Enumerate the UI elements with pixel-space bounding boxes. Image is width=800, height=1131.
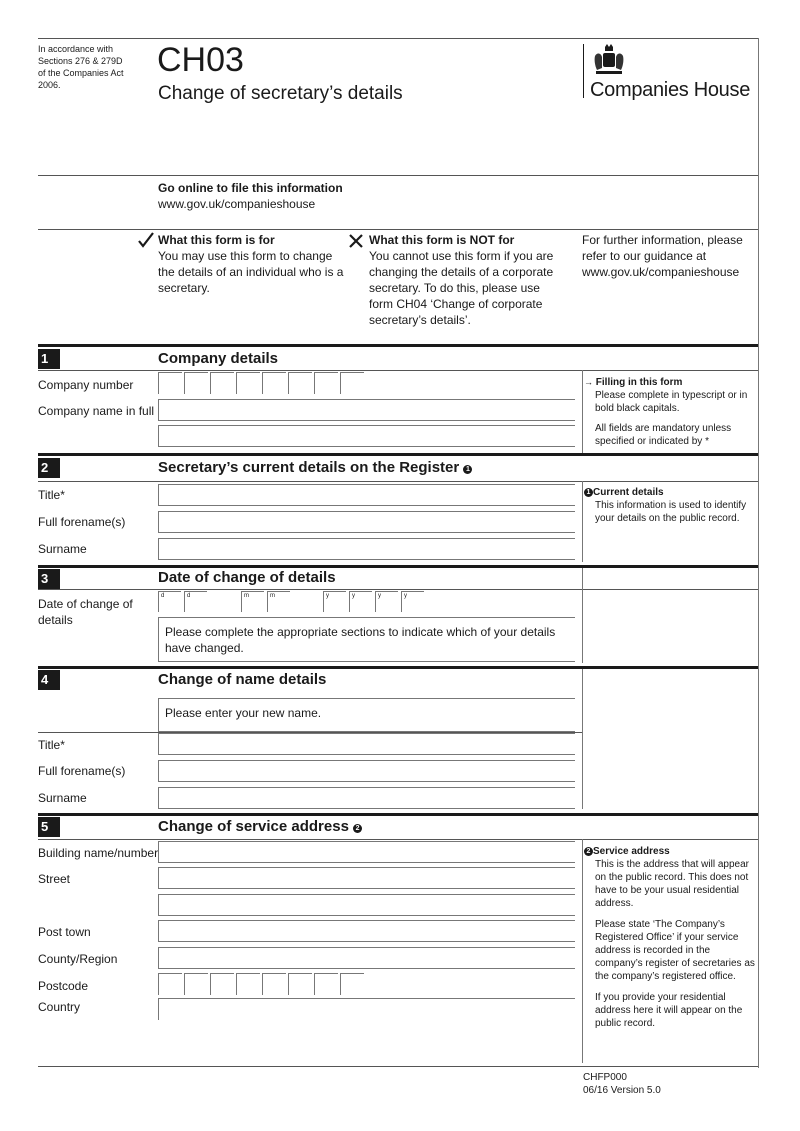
section-4-title: Change of name details — [158, 671, 327, 688]
new-forenames-field[interactable] — [158, 760, 575, 782]
company-name-field-1[interactable] — [158, 399, 575, 421]
street-field-1[interactable] — [158, 867, 575, 889]
section-5-number: 5 — [38, 817, 60, 837]
day-digit-2[interactable]: d — [184, 591, 207, 612]
year-digit-2[interactable]: y — [349, 591, 372, 612]
current-surname-field[interactable] — [158, 538, 575, 560]
service-address-guide-text-2: Please state ‘The Company’s Registered Office’ if your service address is recorded in the company’s register of secretaries as the company’s registered office. — [595, 919, 755, 982]
current-surname-label: Surname — [38, 542, 87, 556]
postcode-label: Postcode — [38, 979, 89, 993]
cross-icon — [349, 234, 363, 248]
street-label: Street — [38, 872, 71, 886]
current-forenames-label: Full forename(s) — [38, 515, 126, 529]
company-number-label: Company number — [38, 378, 134, 392]
current-forenames-field[interactable] — [158, 511, 575, 533]
form-for-text: You may use this form to change the details of an individual who is a secretary. — [158, 249, 344, 295]
tick-icon — [138, 232, 154, 248]
form-not-for-title: What this form is NOT for — [369, 233, 515, 247]
year-digit-1[interactable]: y — [323, 591, 346, 612]
form-code: CH03 — [157, 41, 244, 79]
new-surname-label: Surname — [38, 791, 87, 805]
year-digit-3[interactable]: y — [375, 591, 398, 612]
arrow-icon: → — [584, 377, 593, 387]
country-field[interactable] — [158, 998, 575, 1020]
filling-guide-title: → Filling in this form — [584, 377, 683, 388]
post-town-field[interactable] — [158, 920, 575, 942]
month-digit-2[interactable]: m — [267, 591, 290, 612]
section-1-title: Company details — [158, 350, 279, 367]
county-label: County/Region — [38, 952, 118, 966]
new-title-field[interactable] — [158, 733, 575, 755]
year-digit-4[interactable]: y — [401, 591, 424, 612]
building-field[interactable] — [158, 841, 575, 863]
current-title-field[interactable] — [158, 484, 575, 506]
note-2-icon: 2 — [584, 847, 593, 856]
county-field[interactable] — [158, 947, 575, 969]
footer-code: CHFP000 — [583, 1072, 627, 1083]
service-address-guide-text-3: If you provide your residential address here it will appear on the public record. — [595, 992, 743, 1029]
date-of-change-label: Date of change of details — [38, 597, 133, 627]
note-2-marker: 2 — [353, 824, 362, 833]
form-not-for-text: You cannot use this form if you are changing the details of a corporate secretary. To do this, please use form CH04 ‘Change of corporate secretary’s details’. — [369, 249, 554, 327]
filling-guide-text-2: All fields are mandatory unless specified or indicated by * — [595, 423, 732, 447]
form-title: Change of secretary’s details — [158, 83, 403, 104]
legal-reference: In accordance with Sections 276 & 279D of the Companies Act 2006. — [38, 44, 124, 90]
current-title-label: Title* — [38, 488, 65, 502]
company-name-label: Company name in full — [38, 404, 155, 418]
section-5-title: Change of service address 2 — [158, 818, 362, 836]
section-3-instruction: Please complete the appropriate sections to indicate which of your details have changed. — [158, 617, 575, 662]
section-4-instruction: Please enter your new name. — [158, 698, 575, 732]
day-digit-1[interactable]: d — [158, 591, 181, 612]
service-address-guide-title: 2 Service address — [584, 845, 759, 858]
royal-crest-logo — [592, 44, 626, 76]
section-4-number: 4 — [38, 670, 60, 690]
current-details-guide-text: This information is used to identify your details on the public record. — [595, 500, 747, 524]
building-label: Building name/number — [38, 846, 159, 860]
current-details-guide-title: 1 Current details — [584, 486, 759, 499]
section-3-title: Date of change of details — [158, 569, 336, 586]
month-digit-1[interactable]: m — [241, 591, 264, 612]
filling-guide-text-1: Please complete in typescript or in bold black capitals. — [595, 390, 748, 414]
new-forenames-label: Full forename(s) — [38, 764, 126, 778]
form-for-title: What this form is for — [158, 233, 275, 247]
post-town-label: Post town — [38, 925, 91, 939]
section-2-title: Secretary’s current details on the Register 1 — [158, 459, 472, 477]
online-url[interactable]: www.gov.uk/companieshouse — [158, 197, 316, 211]
further-info: For further information, please refer to our guidance at www.gov.uk/companieshouse — [582, 233, 743, 279]
note-1-marker: 1 — [463, 465, 472, 474]
online-heading: Go online to file this information — [158, 181, 343, 195]
new-title-label: Title* — [38, 738, 65, 752]
section-2-number: 2 — [38, 458, 60, 478]
company-name-field-2[interactable] — [158, 425, 575, 447]
street-field-2[interactable] — [158, 894, 575, 916]
service-address-guide-text-1: This is the address that will appear on the public record. This does not have to be your usual residential address. — [595, 859, 749, 909]
note-1-icon: 1 — [584, 488, 593, 497]
section-3-number: 3 — [38, 569, 60, 589]
footer-version: 06/16 Version 5.0 — [583, 1085, 661, 1096]
brand-name: Companies House — [590, 79, 751, 101]
new-surname-field[interactable] — [158, 787, 575, 809]
country-label: Country — [38, 1000, 81, 1014]
section-1-number: 1 — [38, 349, 60, 369]
